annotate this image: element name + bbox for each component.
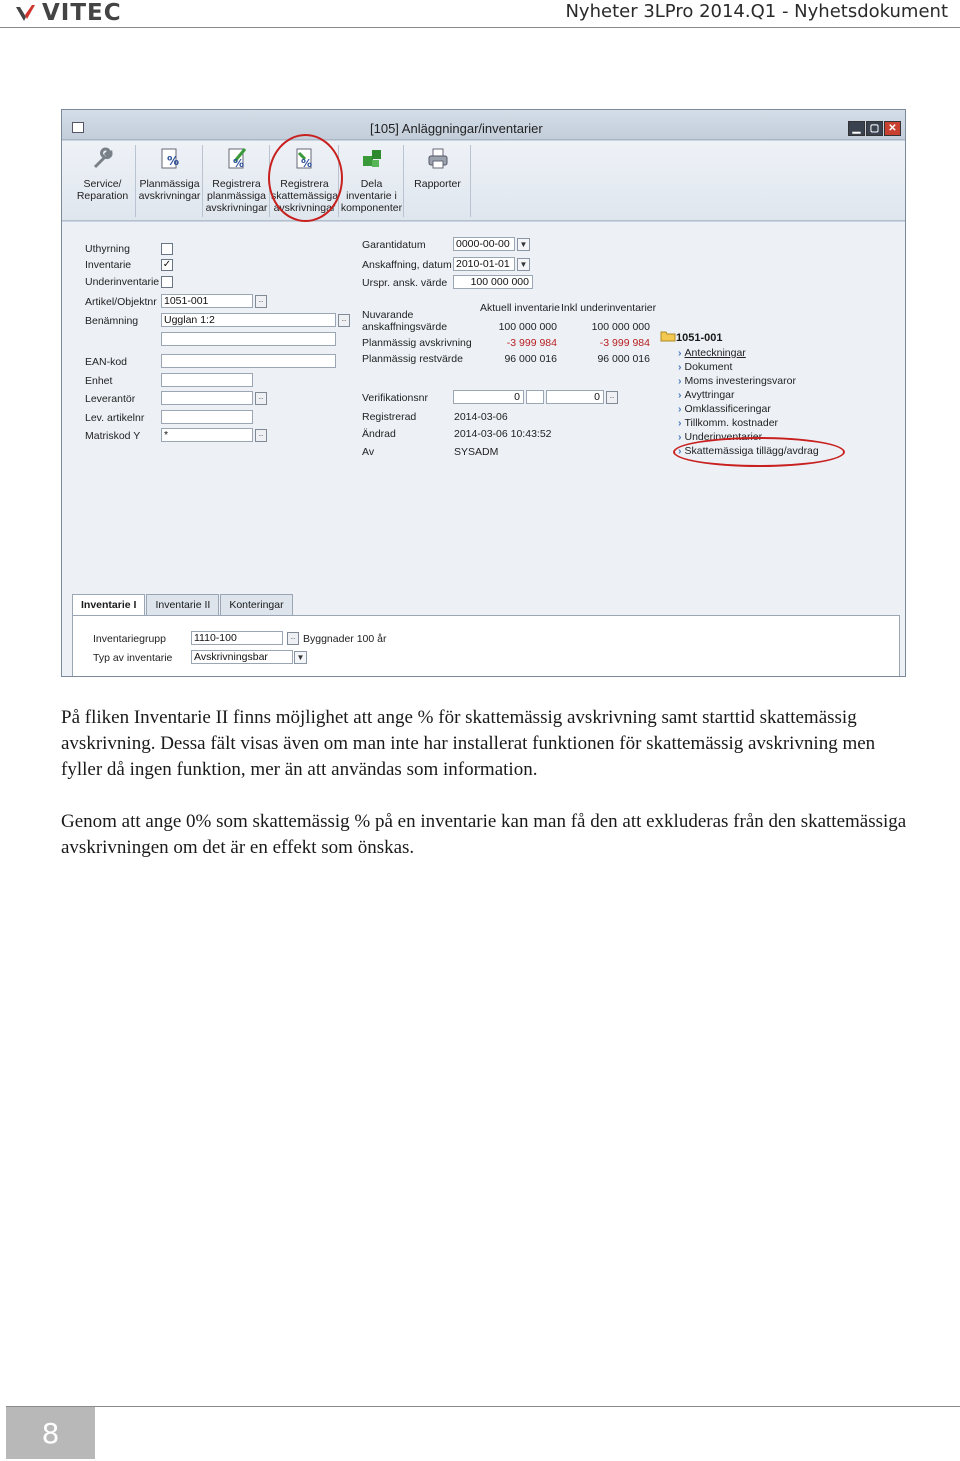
verifikationsnr-spacer	[526, 390, 544, 404]
svg-text:%: %	[232, 157, 244, 170]
matriskod-field[interactable]: *	[161, 428, 253, 442]
wrench-icon	[91, 147, 115, 171]
urspr-label: Urspr. ansk. värde	[362, 277, 448, 289]
andrad-label: Ändrad	[362, 428, 396, 440]
registrerad-label: Registrerad	[362, 411, 417, 423]
matriskod-label: Matriskod Y	[85, 430, 141, 442]
anskaffning-field[interactable]: 2010-01-01	[453, 257, 515, 271]
enhet-field[interactable]	[161, 373, 253, 387]
registrera-skattemassiga-button[interactable]: % Registrera skattemässiga avskrivningar	[271, 145, 339, 217]
verifikationsnr-field-2[interactable]: 0	[546, 390, 604, 404]
typ-select[interactable]: Avskrivningsbar	[191, 650, 293, 664]
page-number: 8	[6, 1407, 95, 1459]
underinventarie-label: Underinventarie	[85, 276, 160, 288]
typ-label: Typ av inventarie	[93, 652, 173, 664]
folder-icon	[660, 330, 676, 342]
typ-dropdown[interactable]: ▼	[294, 651, 307, 664]
dela-inventarie-button[interactable]: Dela inventarie i komponenter	[340, 145, 404, 217]
planmassig-inkl-value: -3 999 984	[599, 337, 650, 349]
leverantor-field[interactable]	[161, 391, 253, 405]
restvarde-inkl-value: 96 000 016	[597, 353, 650, 365]
enhet-label: Enhet	[85, 375, 113, 387]
inventarie-label: Inventarie	[85, 259, 132, 271]
window-titlebar	[62, 110, 905, 140]
inventariegrupp-desc: Byggnader 100 år	[303, 633, 387, 645]
highlight-circle-tree	[673, 437, 845, 467]
close-button[interactable]: ✕	[884, 121, 901, 136]
leverantor-label: Leverantör	[85, 393, 136, 405]
verifikationsnr-field-1[interactable]: 0	[453, 390, 524, 404]
inventariegrupp-label: Inventariegrupp	[93, 633, 166, 645]
tab-inventarie-1[interactable]: Inventarie I	[72, 594, 145, 616]
paragraph-2: Genom att ange 0% som skattemässig % på en inventarie kan man få den att exkluderas från den skattemässiga avskrivningen om det är en effekt som önskas.	[61, 811, 907, 858]
underinventarie-checkbox[interactable]	[161, 276, 173, 288]
garantidatum-dropdown[interactable]: ▼	[517, 238, 530, 251]
uthyrning-label: Uthyrning	[85, 243, 130, 255]
highlight-circle-ribbon	[268, 134, 343, 222]
paragraph-1: På fliken Inventarie II finns möjlighet att ange % för skattemässig avskrivning samt starttid skattemässig avskrivning. Dessa fält visas även om man inte har installerat funktionen för skattemässig avskrivning men fyller då ingen funktion, mer än att användas som information.	[61, 707, 876, 780]
form-area	[62, 222, 905, 677]
ribbon-toolbar	[62, 141, 905, 221]
restvarde-aktuell-value: 96 000 016	[504, 353, 557, 365]
planmassig-aktuell-value: -3 999 984	[506, 337, 557, 349]
split-cubes-icon	[360, 147, 384, 171]
artikel-lookup-button[interactable]: ..	[255, 295, 267, 308]
leverantor-lookup-button[interactable]: ..	[255, 392, 267, 405]
app-window	[61, 109, 906, 677]
vitec-logo	[14, 2, 122, 24]
garantidatum-field[interactable]: 0000-00-00	[453, 237, 515, 251]
registrerad-value: 2014-03-06	[454, 411, 508, 423]
garantidatum-label: Garantidatum	[362, 239, 426, 251]
logo-text: VITEC	[42, 0, 122, 26]
verifikationsnr-lookup-button[interactable]: ..	[606, 391, 618, 404]
service-reparation-button[interactable]: Service/ Reparation	[70, 145, 136, 217]
ean-label: EAN-kod	[85, 356, 128, 368]
registrera-planmassiga-button[interactable]: % Registrera planmässiga avskrivningar	[204, 145, 270, 217]
tree-item-moms[interactable]: › Moms investeringsvaror	[678, 375, 796, 387]
nuvarande-aktuell-value: 100 000 000	[498, 321, 557, 333]
restvarde-label: Planmässig restvärde	[362, 353, 463, 365]
ean-field[interactable]	[161, 354, 336, 368]
artikel-label: Artikel/Objektnr	[85, 296, 157, 308]
lev-artikelnr-field[interactable]	[161, 410, 253, 424]
inventariegrupp-lookup-button[interactable]: ..	[287, 632, 299, 645]
tab-inventarie-2[interactable]: Inventarie II	[146, 594, 219, 615]
planmassig-avskrivning-label: Planmässig avskrivning	[362, 337, 472, 349]
benamning-lookup-button[interactable]: ..	[338, 314, 350, 327]
pencil-percent-icon	[225, 147, 249, 171]
footer-rule	[6, 1406, 960, 1407]
uthyrning-checkbox[interactable]	[161, 243, 173, 255]
aktuell-header: Aktuell inventarie	[480, 302, 560, 314]
tree-root[interactable]: 1051-001	[660, 330, 723, 344]
document-title: Nyheter 3LPro 2014.Q1 - Nyhetsdokument	[565, 1, 948, 22]
benamning-label: Benämning	[85, 315, 139, 327]
svg-text:%: %	[300, 157, 312, 170]
tree-item-omklassificeringar[interactable]: › Omklassificeringar	[678, 403, 771, 415]
artikel-field[interactable]: 1051-001	[161, 294, 253, 308]
verifikationsnr-label: Verifikationsnr	[362, 392, 428, 404]
tree-item-skattemassiga[interactable]: › Skattemässiga tillägg/avdrag	[678, 445, 819, 457]
benamning-field[interactable]: Ugglan 1:2	[161, 313, 336, 327]
tree-item-tillkomm[interactable]: › Tillkomm. kostnader	[678, 417, 779, 429]
nuvarande-inkl-value: 100 000 000	[591, 321, 650, 333]
av-label: Av	[362, 446, 375, 458]
inventariegrupp-field[interactable]: 1110-100	[191, 631, 283, 645]
nuvarande-label: Nuvarande anskaffningsvärde	[362, 309, 448, 333]
benamning-field-2[interactable]	[161, 332, 336, 346]
tree-item-dokument[interactable]: › Dokument	[678, 361, 733, 373]
av-value: SYSADM	[454, 446, 499, 458]
svg-text:%: %	[166, 154, 179, 168]
matriskod-lookup-button[interactable]: ..	[255, 429, 267, 442]
tree-item-anteckningar[interactable]: › Anteckningar	[678, 347, 746, 359]
minimize-button[interactable]: ▁	[848, 121, 865, 136]
maximize-button[interactable]: ▢	[866, 121, 883, 136]
anskaffning-dropdown[interactable]: ▼	[517, 258, 530, 271]
tab-konteringar[interactable]: Konteringar	[220, 594, 292, 615]
page-header	[0, 0, 960, 28]
planmassiga-avskrivningar-button[interactable]: % Planmässiga avskrivningar	[137, 145, 203, 217]
lev-artikelnr-label: Lev. artikelnr	[85, 412, 145, 424]
window-menu-icon[interactable]	[72, 122, 84, 133]
andrad-value: 2014-03-06 10:43:52	[454, 428, 552, 440]
rapporter-button[interactable]: Rapporter	[405, 145, 471, 217]
document-percent-icon	[158, 147, 182, 171]
urspr-field[interactable]: 100 000 000	[453, 275, 533, 289]
inkl-underinventarier-header: Inkl underinventarier	[561, 302, 657, 314]
inventarie-checkbox[interactable]: ✓	[162, 259, 172, 270]
window-title: [105] Anläggningar/inventarier	[370, 121, 543, 136]
anskaffning-label: Anskaffning, datum	[362, 259, 452, 271]
logo-mark-icon	[14, 3, 36, 23]
tree-item-avyttringar[interactable]: › Avyttringar	[678, 389, 735, 401]
printer-icon	[426, 147, 450, 171]
tab-panel	[72, 615, 900, 677]
tree-item-underinventarier[interactable]: › Underinventarier	[678, 431, 763, 443]
tab-bar	[72, 594, 294, 615]
